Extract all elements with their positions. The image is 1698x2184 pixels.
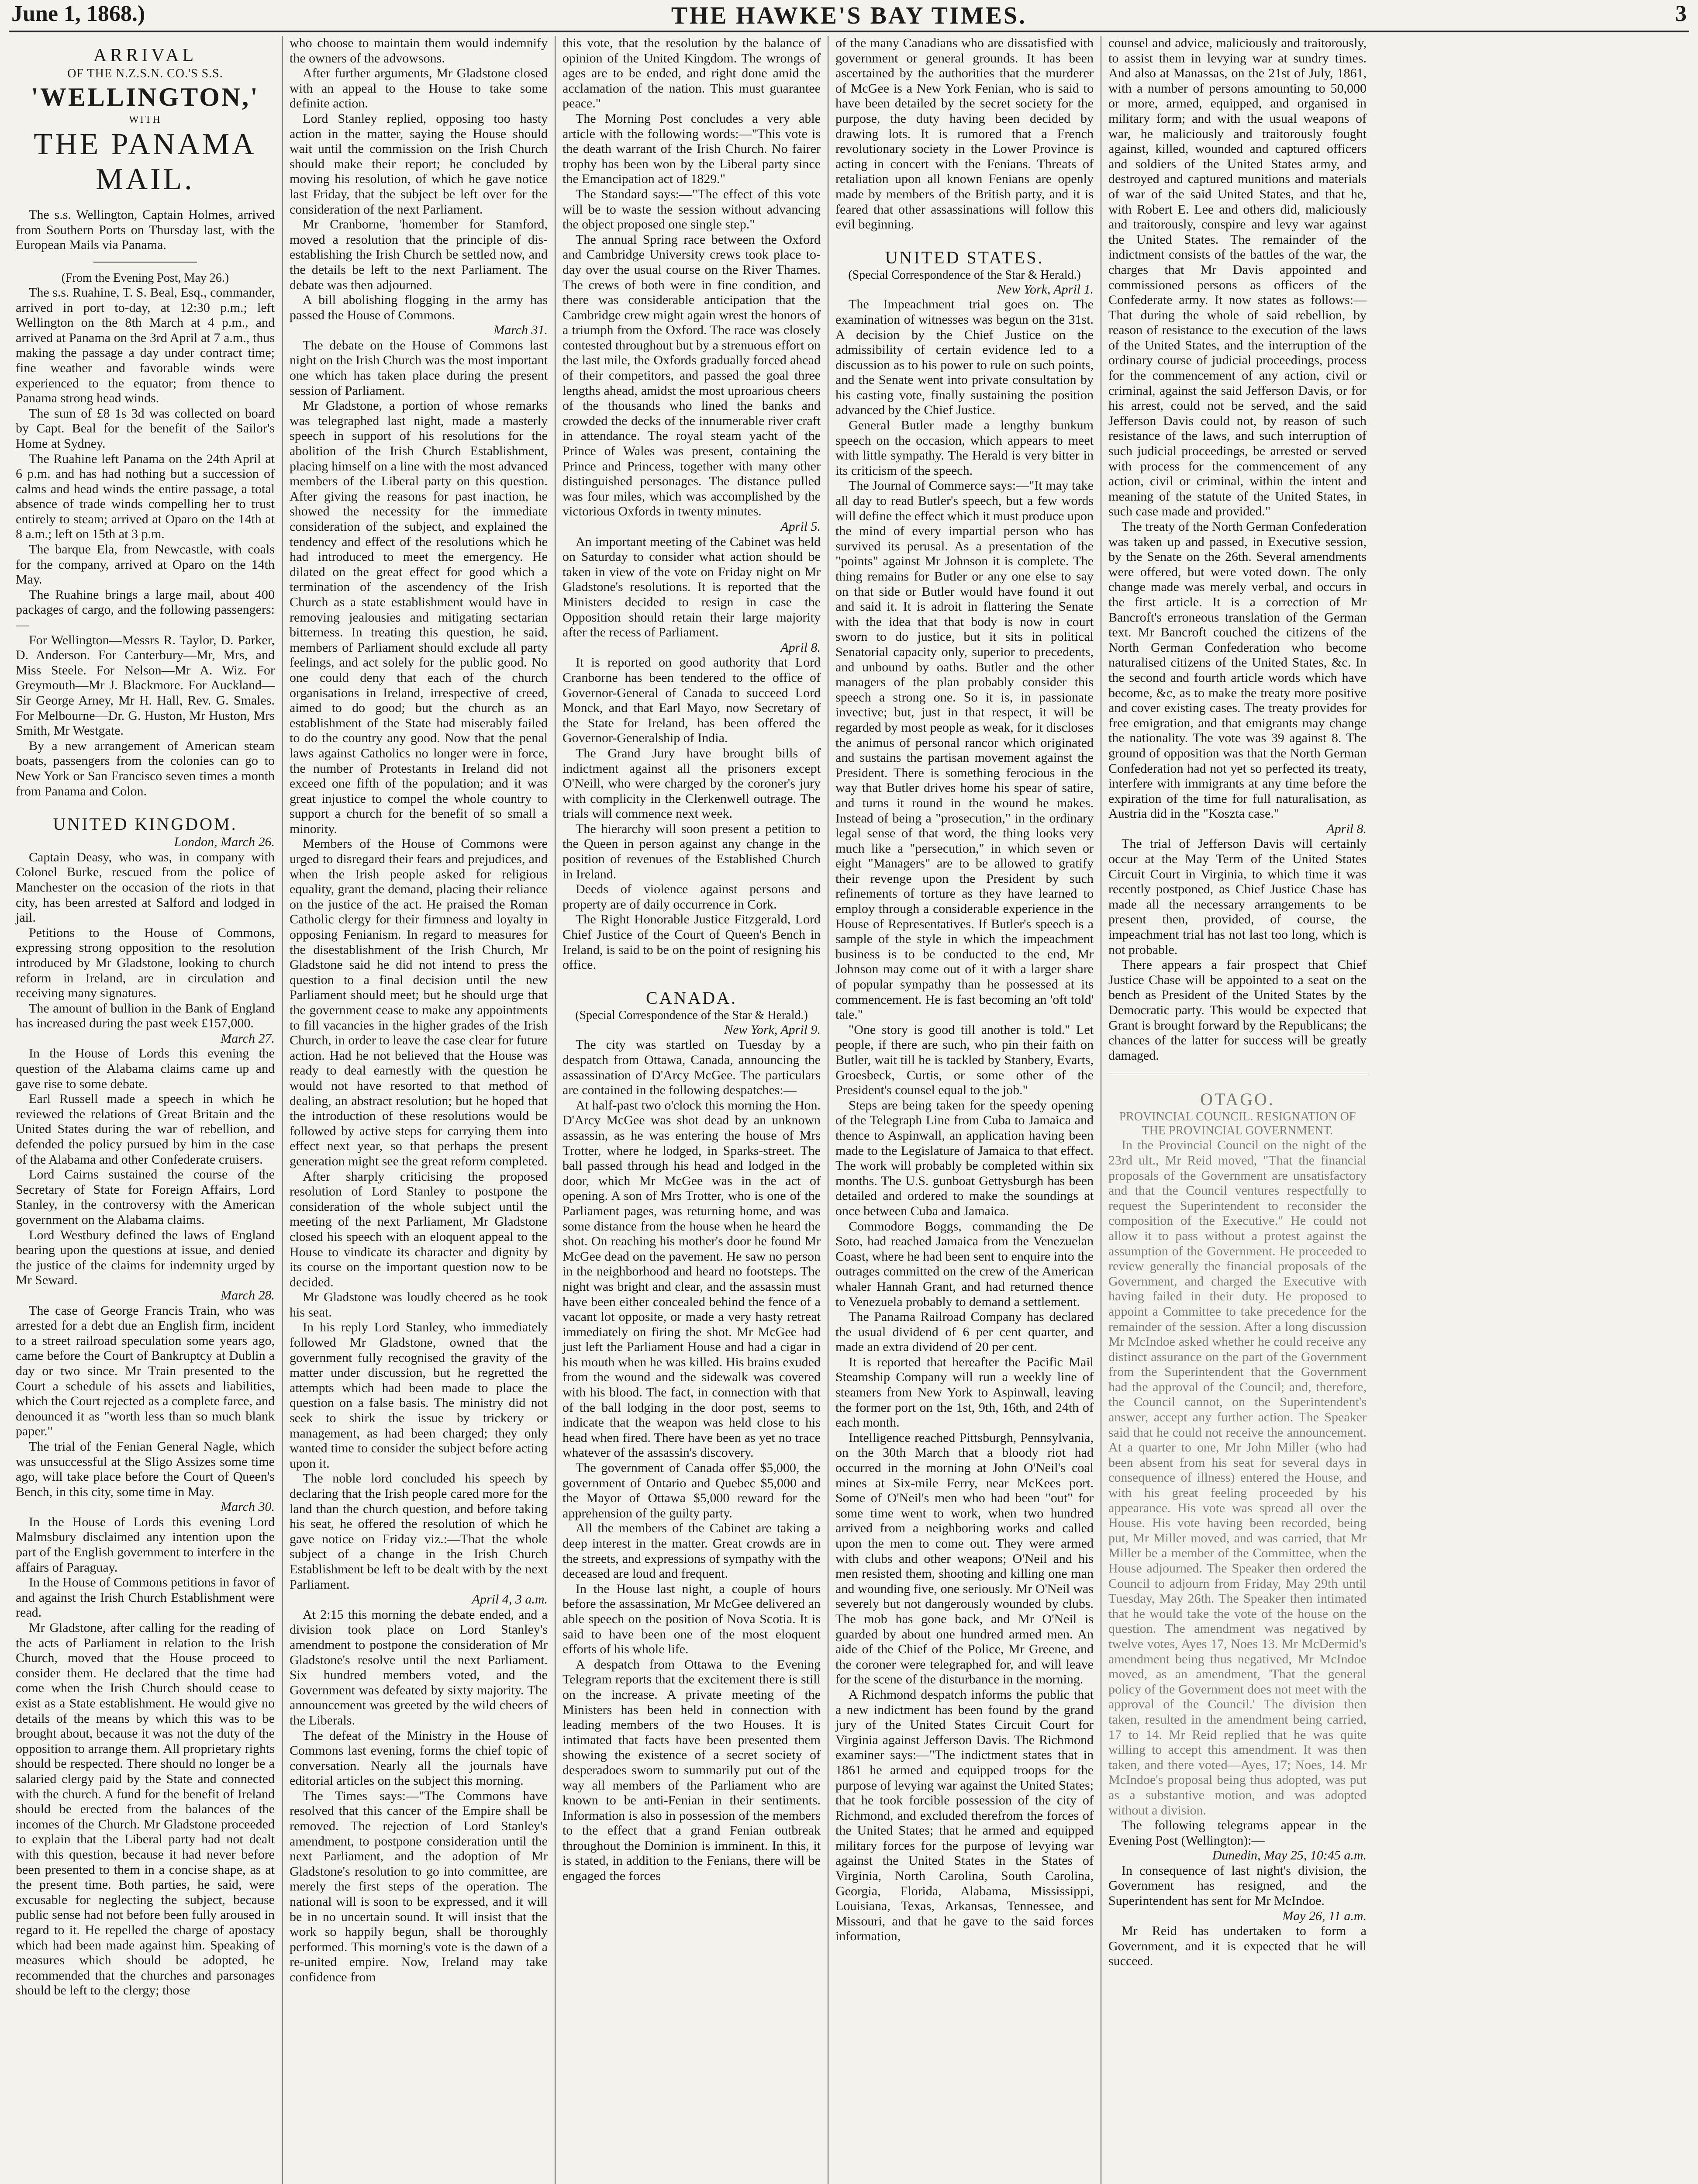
arrival-heading: ARRIVAL [93,45,197,66]
paragraph: The s.s. Wellington, Captain Holmes, arrived from Southern Ports on Thursday last, with the European Mails via Panama. [16,207,275,252]
paragraph: The Journal of Commerce says:—"It may take all day to read Butler's speech, but a few words will define the effect which it must produce upon the mind of every impartial person who has survived its perusal. As a presentation of the "points" against Mr Johnson it is complete. The thing remains for Butler or any one else to say on that side or Butler would have found it out and said it. It is adroit in flattering the Senate with the idea that that body is now in court sworn to do justice, but it sits in political Senatorial capacity only, superior to precedents, and unbound by oaths. Butler and the other managers of the plan probably consider this speech a strong one. So it is, in passionate invective; but, just in that respect, it will be regarded by most people as weak, for it discloses the animus of personal rancor which originated and sustains the partisan movement against the President. There is something ferocious in the way that Butler drives home his spear of satire, and turns it round in the wound he makes. Instead of being a "prosecution," in the ordinary legal sense of that word, the thing looks very much like a "persecution," in which seven or eight "Managers" are to be allowed to gratify their revenge upon the President by such refinements of torture as they have learned to employ through a considerable experience in the House of Representatives. If Butler's speech is a sample of the style in which the impeachment business is to be conducted to the end, Mr Johnson may come out of it with a larger share of popular sympathy than he possessed at its commencement. He is fast becoming an 'oft told' tale." [835,478,1094,1022]
paragraph: The amount of bullion in the Bank of England has increased during the past week £157,000. [16,1001,275,1031]
paragraph: General Butler made a lengthy bunkum speech on the occasion, which appears to meet with little sympathy. The Herald is very bitter in its criticism of the speech. [835,418,1094,478]
paragraph: The Standard says:—"The effect of this vote will be to waste the session without advancing the object proposed one single step." [563,187,821,232]
dateline: March 28. [221,1288,275,1303]
paragraph: The case of George Francis Train, who was arrested for a debt due an English firm, incident to a street railroad speculation some years ago, came before the Court of Bankruptcy at Dublin a day or two since. Mr Train presented to the Court a schedule of his assets and liabilities, which the Court rejected as a complete farce, and denounced it as "worth less than so much blank paper." [16,1303,275,1439]
panama-mail-heading: THE PANAMA MAIL. [34,128,257,197]
paragraph: The s.s. Ruahine, T. S. Beal, Esq., commander, arrived in port to-day, at 12:30 p.m.; left Wellington on the 8th March at 4 p.m., and arrived at Panama on the 3rd April at 7 a.m., thus making the passage a day under contract time; fine weather and favorable winds were experienced to the equator; from thence to Panama strong head winds. [16,285,275,406]
paragraph: Petitions to the House of Commons, expressing strong opposition to the resolution introduced by Mr Gladstone, looking to church reform in Ireland, are in circulation and receiving many signatures. [16,925,275,1001]
paragraph: Lord Stanley replied, opposing too hasty action in the matter, saying the House should wait until the commission on the Irish Church should make their report; he concluded by moving his resolution, of which he gave notice last Friday, that the subject be left over for the consideration of the next Parliament. [290,111,548,217]
column-2 [282,36,555,2184]
paragraph: The barque Ela, from Newcastle, with coals for the company, arrived at Oparo on the 14th May. [16,542,275,587]
paragraph: Lord Cairns sustained the course of the Secretary of State for Foreign Affairs, Lord Stanley, in the controversy with the American government on the Alabama claims. [16,1167,275,1227]
paragraph: Members of the House of Commons were urged to disregard their fears and prejudices, and when the Irish people asked for religious equality, grant the demand, placing their reliance on the justice of the act. He praised the Roman Catholic clergy for their firmness and loyalty in opposing Fenianism. In regard to measures for the disestablishment of the Irish Church, Mr Gladstone said he did not intend to press the question to a final decision until the new Parliament should meet; but he should urge that the government cease to make any appointments to fill vacancies in the higher grades of the Irish Church, in order to leave the case clear for future action. Had he not believed that the House was ready to deal earnestly with the question he would not have resorted to that method of dealing, an abstract resolution; but he hoped that the introduction of these resolutions would be followed by active steps for carrying them into effect next year, so that perhaps the present generation might see the great reform completed. [290,836,548,1168]
dateline: March 30. [221,1500,275,1514]
paragraph: All the members of the Cabinet are taking a deep interest in the matter. Great crowds are in the streets, and expressions of sympathy with the deceased are loud and frequent. [563,1521,821,1581]
masthead [9,0,1689,32]
paragraph: who choose to maintain them would indemnify the owners of the advowsons. [290,36,548,66]
column-5 [1101,36,1374,2184]
paragraph: Mr Gladstone, after calling for the reading of the acts of Parliament in relation to the Irish Church, moved that the House proceed to consider them. He declared that the time had come when the Irish Church should cease to exist as a State establishment. He would give no details of the means by which this was to be brought about, because it was not the duty of the opposition to arrange them. All proprietary rights should be respected. There should no longer be a salaried clergy paid by the State and connected with the church. A fund for the benefit of Ireland should be erected from the balances of the incomes of the Church. Mr Gladstone proceeded to explain that the Liberal party had not dealt with this question, because it had never before been presented to them in a concise shape, as at the present time. Both parties, he said, were excusable for neglecting the subject, because public sense had not before been fully aroused in regard to it. He repelled the charge of apostacy which had been made against him. Speaking of measures which should be adopted, he recommended that the churches and parsonages should be left to the clergy; those [16,1621,275,1998]
paragraph: The trial of Jefferson Davis will certainly occur at the May Term of the United States Circuit Court in Virginia, to which time it was recently postponed, as Chief Justice Chase has made all the necessary arrangements to be present then, provided, of course, the impeachment trial has not last too long, which is not probable. [1108,836,1367,957]
paragraph: For Wellington—Messrs R. Taylor, D. Parker, D. Anderson. For Canterbury—Mr, Mrs, and Miss Steele. For Nelson—Mr A. Wiz. For Greymouth—Mr J. Blackmore. For Auckland—Sir George Arney, Mr H. Hall, Rev. G. Smales. For Melbourne—Dr. G. Huston, Mr Huston, Mrs Smith, Mr Westgate. [16,632,275,738]
dateline: March 27. [221,1031,275,1046]
with-heading: WITH [129,114,162,125]
paragraph: At 2:15 this morning the debate ended, and a division took place on Lord Stanley's amendment to postpone the consideration of Mr Gladstone's resolve until the next Parliament. Six hundred members voted, and the Government was defeated by sixty majority. The announcement was greeted by the wild cheers of the Liberals. [290,1607,548,1728]
paragraph: The Right Honorable Justice Fitzgerald, Lord Chief Justice of the Court of Queen's Bench in Ireland, is said to be on the point of resigning his office. [563,912,821,972]
paragraph: The Impeachment trial goes on. The examination of witnesses was begun on the 31st. A decision by the Chief Justice on the admissibility of certain evidence led to a discussion as to his power to rule on such points, and the Senate went into private consultation by his casting vote, finally sustaining the position advanced by the Chief Justice. [835,297,1094,418]
paragraph: The defeat of the Ministry in the House of Commons last evening, forms the chief topic of conversation. Nearly all the journals have editorial articles on the subject this morning. [290,1728,548,1788]
paragraph: The annual Spring race between the Oxford and Cambridge University crews took place to-day over the usual course on the River Thames. The crews of both were in fine condition, and there was considerable anticipation that the Cambridge crew might again wrest the honors of a triumph from the Oxford. The race was closely contested throughout but by a strenuous effort on the last mile, the Oxfords gradually forced ahead of their competitors, and passed the goal three lengths ahead, amidst the most uproarious cheers of the thousands who lined the banks and crowded the decks of the innumerable river craft in attendance. The royal steam yacht of the Prince of Wales was present, containing the Prince and Princess, together with many other distinguished personages. The distance pulled was four miles, which was accomplished by the victorious Oxfords in twenty minutes. [563,232,821,519]
paragraph: The government of Canada offer $5,000, the government of Ontario and Quebec $5,000 and the Mayor of Ottawa $5,000 reward for the apprehension of the guilty party. [563,1461,821,1521]
paragraph: Mr Cranborne, 'homember for Stamford, moved a resolution that the principle of dis-establishing the Irish Church be settled now, and the details be left to the next Parliament. The debate was then adjourned. [290,217,548,292]
paragraph: The Panama Railroad Company has declared the usual dividend of 6 per cent quarter, and made an extra dividend of 20 per cent. [835,1310,1094,1355]
paragraph: of the many Canadians who are dissatisfied with government or general grounds. It has been ascertained by the authorities that the murderer of McGee is a New York Fenian, who is said to have been detailed by the secret society for the purpose, the duty having been decided by drawing lots. It is rumored that a French revolutionary society in the Lower Province is acting in concert with the Fenians. Threats of retaliation upon all known Fenians are openly made by members of the British party, and it is feared that other assassinations will follow this evil beginning. [835,36,1094,232]
divider [93,262,197,263]
paragraph: The treaty of the North German Confederation was taken up and passed, in Executive session, by the Senate on the 26th. Several amendments were offered, but were voted down. The only change made was merely verbal, and occurs in the first article. It is a correction of Mr Bancroft's erroneous translation of the German text. Mr Bancroft couched the citizens of the North German Confederation who become naturalised citizens of the United States, &c. In the second and fourth article words which have become, &c, as to make the treaty more positive and cover existing cases. The treaty provides for free emigration, and that emigrants may change the nationality. The vote was 39 against 8. The ground of opposition was that the North German Confederation had not yet so perfected its treaty, interfere with immigrants at any time before the expiration of the time for full naturalisation, as Austria did in the "Koszta case." [1108,519,1367,821]
paragraph: It is reported that hereafter the Pacific Mail Steamship Company will run a weekly line of steamers from New York to Aspinwall, leaving the former port on the 1st, 9th, 16th, and 24th of each month. [835,1355,1094,1430]
paragraph: The sum of £8 1s 3d was collected on board by Capt. Beal for the benefit of the Sailor's Home at Sydney. [16,406,275,451]
paragraph: Earl Russell made a speech in which he reviewed the relations of Great Britain and the United States during the war of rebellion, and defended the policy pursued by him in the case of the Alabama and other Confederate cruisers. [16,1092,275,1167]
section-heading-canada: CANADA. [645,988,738,1008]
paragraph: After sharply criticising the proposed resolution of Lord Stanley to postpone the consideration of the whole subject until the meeting of the next Parliament, Mr Gladstone closed his speech with an eloquent appeal to the House to vindicate its character and dignity by its course on the important question now to be decided. [290,1169,548,1289]
paragraph: Steps are being taken for the speedy opening of the Telegraph Line from Cuba to Jamaica and thence to Aspinwall, an application having been made to the Legislature of Jamaica to that effect. The work will probably be completed within six months. The U.S. gunboat Gettysburgh has been detailed and ordered to make the soundings at once between Cuba and Jamaica. [835,1098,1094,1218]
paragraph: The Ruahine brings a large mail, about 400 packages of cargo, and the following passengers:— [16,587,275,632]
column-4 [828,36,1101,2184]
paragraph: It is reported on good authority that Lord Cranborne has been tendered to the office of Governor-General of Canada to succeed Lord Monck, and that Earl Mayo, now Secretary of the State for Ireland, has been offered the Governor-Generalship of India. [563,655,821,746]
dateline: April 8. [1326,821,1367,836]
section-divider [1108,1073,1367,1074]
paragraph: The Times says:—"The Commons have resolved that this cancer of the Empire shall be removed. The rejection of Lord Stanley's amendment, to postpone consideration until the next Parliament, and the adoption of Mr Gladstone's resolution to go into committee, are merely the first steps of the operation. The national will is soon to be expressed, and it will be in no uncertain sound. It will insist that the work so happily begun, shall be thoroughly performed. This morning's vote is the dawn of a re-united empire. Now, Ireland may take confidence from [290,1788,548,1984]
newspaper-title: THE HAWKE'S BAY TIMES. [671,2,1027,29]
paragraph: By a new arrangement of American steam boats, passengers from the colonies can go to New York or San Francisco seven times a month from Panama and Colon. [16,738,275,798]
column-1 [9,36,282,2184]
paragraph: The debate on the House of Commons last night on the Irish Church was the most important one which has taken place during the present session of Parliament. [290,338,548,398]
section-heading-uk: UNITED KINGDOM. [53,814,238,834]
paragraph: Captain Deasy, who was, in company with Colonel Burke, rescued from the police of Manchester on the occasion of the riots in that city, has been arrested at Salford and lodged in jail. [16,850,275,925]
paragraph: Intelligence reached Pittsburgh, Pennsylvania, on the 30th March that a bloody riot had occurred in the morning at John O'Neil's coal mines at Six-mile Ferry, near McKees port. Some of O'Neil's men who had been "out" for some time went to work, when two hundred arrived from a neighboring works and called upon the men to come out. They were armed with clubs and other weapons; O'Neil and his men resisted them, shooting and killing one man and wounding five, one seriously. Mr O'Neil was severely but not dangerously wounded by clubs. The mob has gone back, and Mr O'Neil is guarded by about one hundred armed men. An aide of the Chief of the Police, Mr Greene, and the coroner were telegraphed for, and will leave for the scene of the disturbance in the morning. [835,1430,1094,1687]
paragraph: In consequence of last night's division, the Government has resigned, and the Superintendent has sent for Mr McIndoe. [1108,1863,1367,1908]
dateline: Dunedin, May 25, 10:45 a.m. [1212,1848,1367,1863]
paragraph: this vote, that the resolution by the balance of opinion of the United Kingdom. The wrongs of ages are to be ended, and right done amid the acclamation of the nation. This must guarantee peace." [563,36,821,111]
paragraph: After further arguments, Mr Gladstone closed with an appeal to the House to take some definite action. [290,66,548,111]
section-heading-otago: OTAGO. [1200,1089,1275,1109]
paragraph: A despatch from Ottawa to the Evening Telegram reports that the excitement there is still on the increase. A private meeting of the Ministers has been held in connection with leading members of the two Houses. It is intimated that facts have been presented them showing the existence of a secret society of desperadoes sworn to summarily put out of the way all members of the Parliament who are known to be anti-Fenian in their sentiments. Information is also in possession of the members to the effect that a grand Fenian outbreak throughout the Dominion is imminent. In this, it is stated, in addition to the Fenians, there will be engaged the forces [563,1657,821,1883]
page-number: 3 [1675,1,1687,26]
paragraph: At half-past two o'clock this morning the Hon. D'Arcy McGee was shot dead by an unknown assassin, as he was entering the house of Mrs Trotter, where he lodged, in Sparks-street. The ball passed through his head and lodged in the door, which Mr McGee was in the act of opening. A son of Mrs Trotter, who is one of the Parliament pages, was returning home, and was some distance from the house when he heard the shot. On reaching his mother's door he found Mr McGee dead on the pavement. He saw no person in the neighborhood and heard no footsteps. The night was bright and clear, and the assassin must have been either concealed behind the fence of a vacant lot opposite, or made a very hasty retreat immediately on firing the shot. Mr McGee had just left the Parliament House and had a cigar in his mouth when he was killed. His brains exuded from the wound and the sidewalk was covered with his blood. The fact, in connection with that of the ball lodging in the door post, seems to indicate that the weapon was held close to his head when fired. There have been as yet no trace whatever of the assassin's discovery. [563,1098,821,1460]
paragraph: In the House of Lords this evening the question of the Alabama claims came up and gave rise to some debate. [16,1046,275,1091]
dateline: May 26, 11 a.m. [1282,1908,1367,1923]
paragraph: Mr Gladstone, a portion of whose remarks was telegraphed last night, made a masterly speech in support of his resolutions for the abolition of the Irish Church Establishment, placing himself on a line with the most advanced members of the Liberal party on this question. After giving the reasons for past inaction, he showed the necessity for the immediate consideration of the subject, and explained the tendency and effect of the resolutions which he had introduced to meet the emergency. He dilated on the great effect for good which a termination of the ascendency of the Irish Church as a state establishment would have in removing jealousies and mitigating sectarian bitterness. In treating this question, he said, members of Parliament should exclude all party feelings, and act solely for the public good. No one could deny that each of the church organisations in Ireland, irrespective of creed, aimed to do good; but the church as an establishment of the State had miserably failed to do the country any good. Now that the penal laws against Catholics no longer were in force, the number of Protestants in Ireland did not exceed one fifth of the population; and it was great injustice to compel the whole country to support a church for the benefit of so small a minority. [290,398,548,836]
dateline: London, March 26. [174,835,275,850]
dateline: New York, April 1. [997,282,1094,297]
column-3 [555,36,828,2184]
arrival-subheading: OF THE N.Z.S.N. CO.'S S.S. [67,67,223,80]
paragraph: The Ruahine left Panama on the 24th April at 6 p.m. and has had nothing but a succession of calms and head winds the entire passage, a total absence of trade winds compelling her to trust entirely to steam; arrived at Oparo on the 14th at 8 a.m.; left on 15th at 3 p.m. [16,451,275,542]
paragraph: The city was startled on Tuesday by a despatch from Ottawa, Canada, announcing the assassination of D'Arcy McGee. The particulars are contained in the following despatches:— [563,1037,821,1098]
paragraph: counsel and advice, maliciously and traitorously, to assist them in levying war at sundry times. And also at Manassas, on the 21st of July, 1861, with a number of persons amounting to 50,000 or more, armed, equipped, and organised in military form; and with the usual weapons of war, he maliciously and traitorously fought against, killed, wounded and captured officers and soldiers of the United States army, and destroyed and captured munitions and materials of war of the said United States, and that he, with Robert E. Lee and others did, maliciously and traitorously, conspire and levy war against the United States. The remainder of the indictment consists of the battles of the war, the charges that Mr Davis appointed and commissioned persons as officers of the Confederate army. It now states as follows:—That during the whole of said rebellion, by reason of resistance to the execution of the laws of the United States, and the interruption of the ordinary course of judicial proceedings, process for the commencement of any action, civil or criminal, against the said Jefferson Davis, or for his arrest, could not be served, and the said Jefferson Davis could not, by reason of such resistance of the laws, and such interruption of such judicial proceedings, be arrested or served with process for the commencement of any action, civil or criminal, within the intent and meaning of the statute of the United States, in such case made and provided." [1108,36,1367,519]
paragraph: The following telegrams appear in the Evening Post (Wellington):— [1108,1818,1367,1848]
source-line: (Special Correspondence of the Star & Herald.) [848,268,1081,282]
paragraph: Deeds of violence against persons and property are of daily occurrence in Cork. [563,882,821,912]
paragraph: An important meeting of the Cabinet was held on Saturday to consider what action should be taken in view of the vote on Friday night on Mr Gladstone's resolutions. It is reported that the Ministers decided to resign in case the Opposition should retain their large majority after the recess of Parliament. [563,534,821,640]
columns [9,36,1689,2184]
paragraph: Mr Gladstone was loudly cheered as he took his seat. [290,1290,548,1320]
paragraph: Mr Reid has undertaken to form a Government, and it is expected that he will succeed. [1108,1924,1367,1969]
dateline: April 8. [780,640,821,655]
dateline: New York, April 9. [724,1022,821,1037]
paragraph: A bill abolishing flogging in the army has passed the House of Commons. [290,293,548,322]
source-line: (Special Correspondence of the Star & Herald.) [575,1008,808,1022]
paragraph: The trial of the Fenian General Nagle, which was unsuccessful at the Sligo Assizes some time ago, will take place before the Court of Queen's Bench, in this city, some time in May. [16,1439,275,1499]
ship-name-heading: 'WELLINGTON,' [31,82,259,111]
paragraph: In the House of Lords this evening Lord Malmsbury disclaimed any intention upon the part of the English government to interfere in the affairs of Paraguay. [16,1514,275,1575]
paragraph: The hierarchy will soon present a petition to the Queen in person against any change in the position of revenues of the Established Church in Ireland. [563,821,821,881]
paragraph: The Grand Jury have brought bills of indictment against all the prisoners except O'Neill, who were charged by the coroner's jury with complicity in the Clerkenwell outrage. The trials will commence next week. [563,746,821,821]
dateline: April 4, 3 a.m. [472,1592,548,1607]
paragraph: There appears a fair prospect that Chief Justice Chase will be appointed to a seat on the bench as President of the United States by the Democratic party. This would be expected that Grant is brought forward by the Republicans; the chances of the latter for success will be greatly damaged. [1108,957,1367,1063]
source-line: (From the Evening Post, May 26.) [61,271,229,285]
paragraph: The Morning Post concludes a very able article with the following words:—"This vote is the death warrant of the Irish Church. No fairer trophy has been won by the Liberal party since the Emancipation act of 1829." [563,111,821,187]
paragraph: In the House of Commons petitions in favor of and against the Irish Church Establishment were read. [16,1575,275,1620]
section-heading-us: UNITED STATES. [885,247,1044,267]
paragraph: Lord Westbury defined the laws of England bearing upon the questions at issue, and denied the justice of the claims for indemnity urged by Mr Seward. [16,1227,275,1288]
paragraph: Commodore Boggs, commanding the De Soto, had reached Jamaica from the Venezuelan Coast, where he had been sent to enquire into the outrages committed on the crew of the American whaler Hannah Grant, and had returned thence to Venezuela probably to demand a settlement. [835,1219,1094,1309]
paragraph: In the House last night, a couple of hours before the assassination, Mr McGee delivered an able speech on the position of Nova Scotia. It is said to have been one of the most eloquent efforts of his whole life. [563,1581,821,1657]
paragraph: The noble lord concluded his speech by declaring that the Irish people cared more for the land than the church question, and before taking his seat, he offered the resolution of which he gave notice on Friday viz.:—That the whole subject of a change in the Irish Church Establishment be left to be dealt with by the next Parliament. [290,1471,548,1592]
issue-date: June 1, 1868.) [11,1,145,26]
dateline: April 5. [780,519,821,534]
section-subheading: PROVINCIAL COUNCIL. RESIGNATION OF THE PROVINCIAL GOVERNMENT. [1119,1110,1356,1138]
paragraph: A Richmond despatch informs the public that a new indictment has been found by the grand jury of the United States Circuit Court for Virginia against Jefferson Davis. The Richmond examiner says:—"The indictment states that in 1861 he armed and equipped troops for the purpose of levying war against the United States; that he took forcible possession of the city of Richmond, and excluded therefrom the forces of the United States; that he armed and equipped military forces for the purpose of levying war against the United States in the States of Virginia, North Carolina, South Carolina, Georgia, Florida, Alabama, Mississippi, Louisiana, Texas, Arkansas, Tennessee, and Missouri, and that he gave to the said forces information, [835,1687,1094,1944]
paragraph: "One story is good till another is told." Let people, if there are such, who pin their faith on Butler, wait till he is tackled by Stanbery, Evarts, Groesbeck, Curtis, or some other of the President's counsel equal to the job." [835,1022,1094,1098]
dateline: March 31. [494,323,548,338]
paragraph: In his reply Lord Stanley, who immediately followed Mr Gladstone, owned that the government fully recognised the gravity of the matter under discussion, but he regretted the attempts which had been made to place the question on a false basis. The ministry did not seek to shirk the issue by trickery or management, as had been charged; they only wanted time to consider the subject before acting upon it. [290,1320,548,1471]
paragraph: In the Provincial Council on the night of the 23rd ult., Mr Reid moved, "That the financial proposals of the Government are unsatisfactory and that the Council ventures respectfully to request the Superintendent to reconsider the composition of the Executive." He could not allow it to pass without a protest against the assumption of the Government. He proceeded to review generally the financial proposals of the Government, and charged the Executive with having failed in their duty. He proposed to appoint a Committee to take precedence for the remainder of the session. After a long discussion Mr McIndoe asked whether he could receive any distinct assurance on the part of the Government from the Superintendent that the Government had the approval of the Council; and, therefore, the Council cannot, on the Superintendent's answer, accept any further action. The Speaker said that he could not receive the announcement. At a quarter to one, Mr John Miller (who had been absent from his seat for several days in consequence of illness) entered the House, and with his great feeling proceeded by his appearance. His vote was spread all over the House. His vote having been recorded, being put, Mr Miller moved, and was carried, that Mr Miller be a member of the Committee, when the House adjourned. The Speaker then ordered the Council to adjourn from Friday, May 29th until Tuesday, May 26th. The Speaker then intimated that he would take the vote of the house on the question. The amendment was negatived by twelve votes, Ayes 17, Noes 13. Mr McDermid's amendment being thus negatived, Mr McIndoe moved, as an amendment, 'That the general policy of the Government does not meet with the approval of the Council.' The division then taken, resulted in the amendment being carried, 17 to 14. Mr Reid replied that he was quite willing to accept this amendment. It was then taken, and there voted—Ayes, 17; Noes, 14. Mr McIndoe's proposal being thus adopted, was put as a substantive motion, and was adopted without a division. [1108,1138,1367,1818]
